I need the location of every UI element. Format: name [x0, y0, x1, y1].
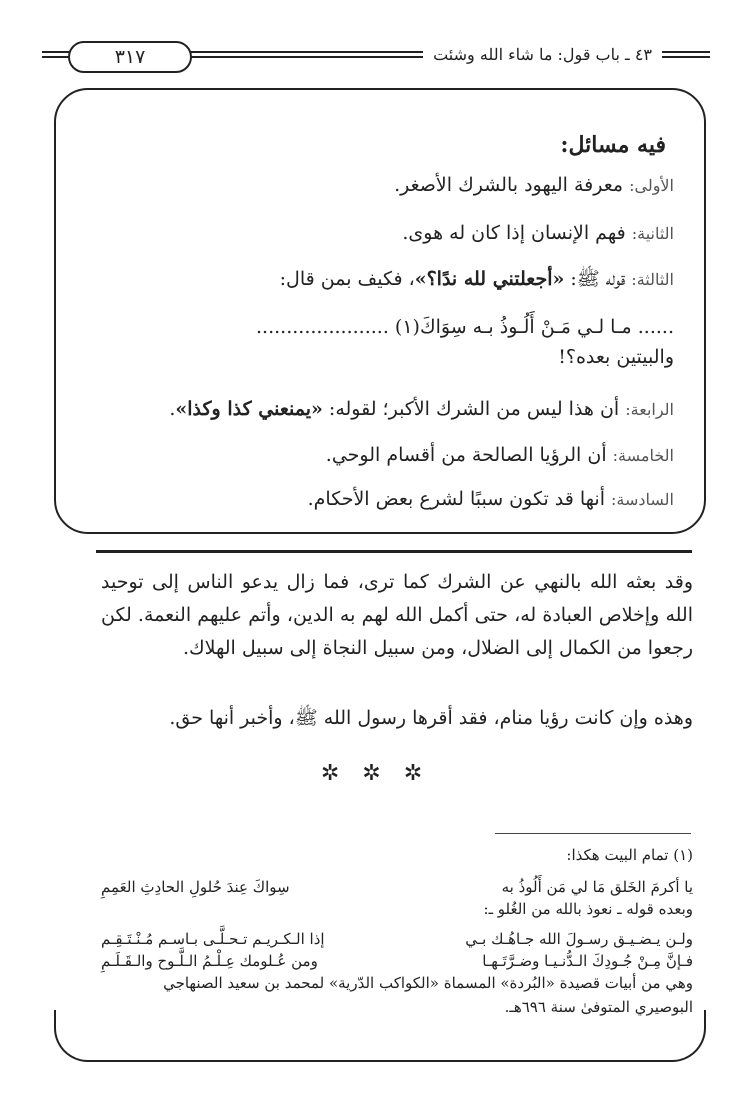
issue-quote: «أجعلتني لله ندًا؟»: [414, 268, 565, 290]
issue-text-before: قوله ﷺ:: [564, 268, 626, 290]
issue-label: الخامسة:: [612, 446, 674, 465]
issue-text-after: .: [169, 398, 176, 420]
footnote-source-2: البوصيري المتوفىٰ سنة ٦٩٦هـ.: [504, 998, 693, 1016]
footnote-verse-3: [101, 950, 693, 972]
issue-2: [74, 218, 674, 249]
verse-hemistich-right: ولـن يـضـيـق رسـولَ الله جـاهُـك بـي: [465, 930, 693, 948]
footnote-verse-2: [101, 928, 693, 950]
issue-5: [74, 440, 674, 471]
issue-label: الأولى:: [629, 176, 674, 195]
issue-text: فهم الإنسان إذا كان له هوى.: [402, 222, 626, 244]
issue-4: [74, 394, 674, 425]
issue-label: السادسة:: [611, 490, 674, 509]
issue-label: الثالثة:: [631, 270, 674, 289]
footnote-after: وبعده قوله ـ نعوذ بالله من الغُلو ـ:: [483, 900, 693, 918]
verse-hemistich-right: يا أكرمَ الخَلق مَا لي مَن أَلُوذُ به: [501, 878, 693, 896]
page-number: ٣١٧: [68, 41, 192, 73]
issues-box: [54, 88, 706, 534]
issue-1: [74, 170, 674, 201]
verse-hemistich-left: إذا الـكـريـم تـحـلَّـى بـاسـم مُـنْـتَـقِـم: [101, 930, 325, 948]
issue-text-after: ، فكيف بمن قال:: [279, 268, 415, 290]
issue-text: معرفة اليهود بالشرك الأصغر.: [394, 174, 624, 196]
verse-line: ...... مـا لـي مَـنْ أَلُـوذُ بـه سِوَاكَ(١) ......................: [256, 316, 674, 338]
issue-text-before: أن هذا ليس من الشرك الأكبر؛ لقوله:: [322, 398, 620, 420]
page-header: [42, 38, 710, 72]
body-paragraph-1: وقد بعثه الله بالنهي عن الشرك كما ترى، فما زال يدعو الناس إلى توحيد الله وإخلاص العبادة له، حتى أكمل الله لهم به الدين، وأتم عليهم النعمة. لكن رجعوا من الكمال إلى الضلال، ومن سبيل النجاة إلى سبيل الهلاك.: [101, 571, 693, 659]
section-divider: [96, 550, 692, 553]
issue-6: [74, 484, 674, 515]
section-title: فيه مسائل:: [560, 132, 666, 158]
section-ornament: ✲ ✲ ✲: [320, 761, 431, 786]
issue-text: أن الرؤيا الصالحة من أقسام الوحي.: [325, 444, 607, 466]
footnote-source-1: وهي من أبيات قصيدة «البُردة» المسماة «الكواكب الدّرية» لمحمد بن سعيد الصنهاجي: [163, 974, 693, 992]
footnote-verse-1: [101, 876, 693, 898]
issue-text: أنها قد تكون سببًا لشرع بعض الأحكام.: [307, 488, 605, 510]
verse-continuation: والبيتين بعده؟!: [558, 346, 674, 368]
issue-label: الثانية:: [631, 224, 674, 243]
footnote-rule: [495, 833, 691, 834]
footnote-intro: (١) تمام البيت هكذا:: [566, 846, 693, 864]
issue-quote: «يمنعني كذا وكذا»: [175, 398, 323, 420]
verse-hemistich-left: ومن عُـلومك عِـلْـمُ الـلَّـوح والـقَـلَـمِ: [101, 952, 318, 970]
issue-3: [74, 264, 674, 295]
verse-hemistich-right: فـإنَّ مِـنْ جُـودِكَ الـدُّنـيـا وضـرَّتَـهـا: [482, 952, 693, 970]
body-paragraph-2: وهذه وإن كانت رؤيا منام، فقد أقرها رسول الله ﷺ، وأخبر أنها حق.: [169, 707, 693, 729]
page-bottom-frame: [54, 1010, 706, 1062]
verse-hemistich-left: سِواكَ عِندَ حُلولِ الحادِثِ العَمِمِ: [101, 878, 290, 896]
issue-label: الرابعة:: [625, 400, 674, 419]
running-title: ٤٣ ـ باب قول: ما شاء الله وشئت: [423, 41, 662, 69]
